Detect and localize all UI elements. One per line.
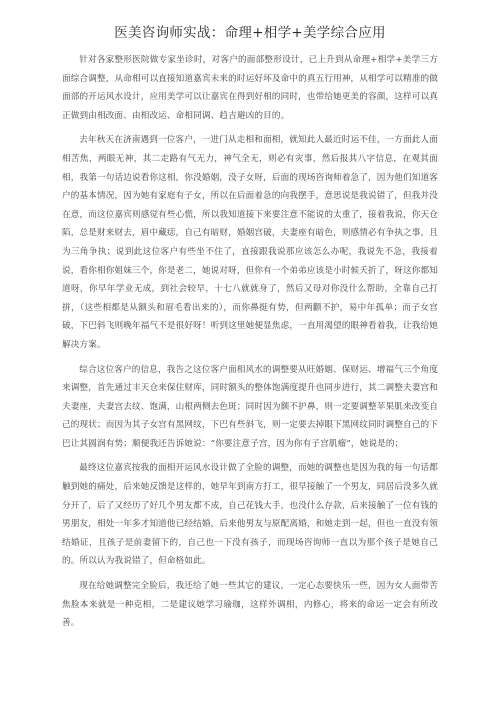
paragraph-feedback: 最终这位嘉宾按我的面相开运风水设计做了全脸的调整，而她的调整也是因为我的每一句话都触到她的痛处，后来她反馈是这样的，她早年到南方打工，很早接触了一个男友，同居后没多久就分开了，后了又经历了好几个男友都不成，自己花钱大手，也没什么存款，后来接触了一位有钱的男朋友，相处一年多才知道他已经结婚，后来他男友与原配离婚，和她走到一起，但也一直没有领结婚证，且孩子是前妻留下的，自己也一下没有孩子，而现场咨询师一直以为那个孩子是她自己的。所以认为我说错了，但命格如此。 bbox=[62, 463, 438, 567]
document-title: 医美咨询师实战：命理+相学+美学综合应用 bbox=[114, 25, 386, 41]
paragraph-advice: 现在给她调整完全脸后，我还给了她一些其它的建议，一定心态要快乐一些，因为女人面带苦焦脸本来就是一种克相，二是建议她学习瑜珈，这样外调相，内修心，将来的命运一定会有所改善。 bbox=[62, 581, 438, 629]
paragraph-adjustment-plan: 综合这位客户的信息，我告之这位客户面相风水的调整要从旺婚姻、保财运、增福气三个角度来调整，首先通过丰天仓来保住财库，同时额头的整体饱满度提升也同步进行，其二调整夫妻宫和夫妻座，夫妻宫去纹、饱满，山根两侧去色斑；同时因为额不护鼻，则一定要调整苹果肌来改变自己的现状；而因为其子女宫有黑网纹，下巴有些斜飞，则一定要去掉眼下黑网纹同时调整自己的下巴让其圆润有势；顺便我还告诉她说：“你要注意子宫，因为你有子宫肌瘤”，她说是的； bbox=[62, 364, 438, 449]
paragraph-case-story: 去年秋天在济南遇到一位客户，一进门从走相和面相，就知此人最近时运不佳，一方面此人面相苦焦，两眼无神，其二走路有气无力，神气全无，则必有灾事，然后报其八字信息，在观其面相，我第一句话边说看你这相，你没婚姻，没子女呀，后面的现场咨询师着急了，因为他们知道客户的基本情况，因为她有家庭有子女，所以在后面着急的向我摆手，意思说是我说错了，但我并没在意，而这位嘉宾则感觉有些心慌，所以我知道接下来要注意不能说的太重了，接着我说，你天仓陷，总是财来财去，眉中藏痣，自己有暗财，婚姻宫破，夫妻座有暗色，则感情必有争执之事，且为三角争执；说到此这位客户有些坐不住了，直接跟我说那应该怎么办呢，我说先不急，我接着说，看你相你姐妹三个，你是老二，她说对呀，但你有一个弟弟应该是小时候夭折了，呀这你都知道呀，你早年学业无成，到社会较早，十七八就就身了，然后又母对你没什么帮助，全靠自己打拼，（这些相都是从额头和眉毛看出来的），而你鼻挺有势，但两颧不护，易中年孤单；而子女宫破，下巴斜飞则晚年福气不是很好呀！听到这里她便显焦虑，一直用渴望的眼神看着我，让我给她解决方案。 bbox=[62, 135, 438, 350]
paragraph-intro: 针对各家整形医院做专家坐诊时，对客户的面部整形设计，已上升到从命理+相学+美学三方面综合调整，从命相可以直接知道嘉宾未来的时运好坏及命中的真五行用神，从相学可以精准的做面部的开运风水设计，应用美学可以让嘉宾在得到好相的同时，也带给她更美的容颜，这样可以真正做到由相改面、由相改运、命相同调、趋吉避凶的目的。 bbox=[62, 55, 438, 121]
